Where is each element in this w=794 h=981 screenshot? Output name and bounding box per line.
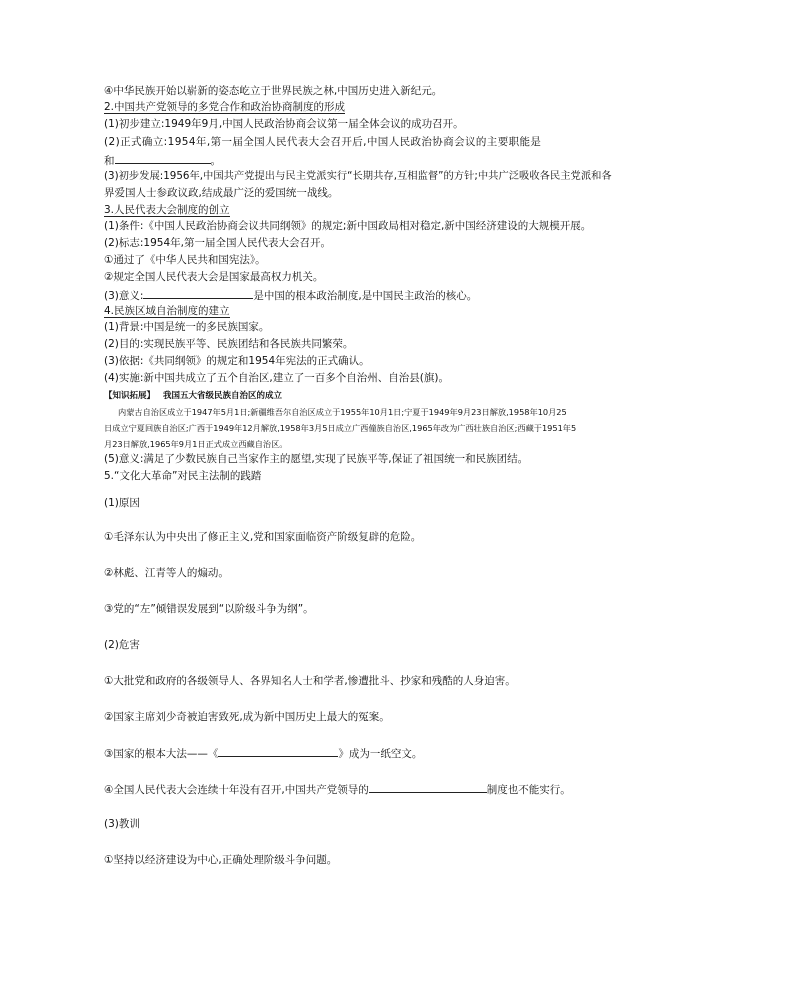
text-line: (2)标志:1954年,第一届全国人民代表大会召开。 [104,237,331,249]
small-text-line: 日成立宁夏回族自治区;广西于1949年12月解放,1958年3月5日成立广西僮族自治区,1965年改为广西壮族自治区;西藏于1951年5 [104,423,577,433]
section-heading: 5.“文化大革命”对民主法制的践踏 [104,470,262,482]
sub-heading: (1)原因 [104,497,140,509]
text-fragment: ④全国人民代表大会连续十年没有召开,中国共产党领导的 [104,784,369,796]
text-line: ①坚持以经济建设为中心,正确处理阶级斗争问题。 [104,854,338,866]
knowledge-expansion-header [104,388,282,403]
text-line: 界爱国人士参政议政,结成最广泛的爱国统一战线。 [104,187,339,199]
text-fragment: 是中国的根本政治制度,是中国民主政治的核心。 [253,290,478,302]
text-line: (3)初步发展:1956年,中国共产党提出与民主党派实行“长期共存,互相监督”的方针;中共广泛吸收各民主党派和各 [104,170,612,182]
text-line: (5)意义:满足了少数民族自己当家作主的愿望,实现了民族平等,保证了祖国统一和民族团结。 [104,453,529,465]
text-line: ①通过了《中华人民共和国宪法》。 [104,254,266,266]
text-line: ②国家主席刘少奇被迫害致死,成为新中国历史上最大的冤案。 [104,711,390,723]
sub-heading: (3)教训 [104,818,140,830]
text-line: (1)背景:中国是统一的多民族国家。 [104,321,270,333]
text-line: (2)目的:实现民族平等、民族团结和各民族共同繁荣。 [104,338,354,350]
heading-text: 3.人民代表大会制度的创立 [104,204,230,216]
text-fragment: 制度也不能实行。 [486,784,571,796]
text-fragment: 和 [104,155,115,167]
section-heading [104,304,230,318]
text-fragment: (3)意义: [104,290,144,302]
expansion-tag: 【知识拓展】 [104,391,156,401]
heading-text: 4.民族区域自治制度的建立 [104,305,230,317]
sub-heading: (2)危害 [104,639,140,651]
expansion-title: 我国五大省级民族自治区的成立 [163,391,283,401]
text-line: (4)实施:新中国共成立了五个自治区,建立了一百多个自治州、自治县(旗)。 [104,372,449,384]
text-line: ①毛泽东认为中央出了修正主义,党和国家面临资产阶级复辟的危险。 [104,531,422,543]
heading-text: 2.中国共产党领导的多党合作和政治协商制度的形成 [104,101,346,113]
fill-in-line [104,287,477,303]
small-text-line: 月23日解放,1965年9月1日正式成立西藏自治区。 [104,439,288,449]
text-fragment: 》成为一纸空文。 [338,748,423,760]
text-fragment: ③国家的根本大法——《 [104,748,219,760]
text-line: ④中华民族开始以崭新的姿态屹立于世界民族之林,中国历史进入新纪元。 [104,85,443,97]
section-heading [104,203,230,217]
text-line: ②规定全国人民代表大会是国家最高权力机关。 [104,271,324,283]
text-line: ③党的“左”倾错误发展到“以阶级斗争为纲”。 [104,603,314,615]
text-line: (1)条件:《中国人民政治协商会议共同纲领》的规定;新中国政局相对稳定,新中国经济建设的大规模开展。 [104,220,592,232]
answer-blank[interactable] [218,745,338,757]
answer-blank[interactable] [369,781,487,793]
text-line: (1)初步建立:1949年9月,中国人民政治协商会议第一届全体会议的成功召开。 [104,118,464,130]
section-heading [104,100,345,114]
fill-in-line [104,745,422,761]
answer-blank[interactable] [143,287,253,299]
fill-in-line [104,152,221,168]
text-line: ①大批党和政府的各级领导人、各界知名人士和学者,惨遭批斗、抄家和残酷的人身迫害。 [104,675,516,687]
text-fragment: 。 [210,155,221,167]
text-line: ②林彪、江青等人的煽动。 [104,567,229,579]
answer-blank[interactable] [115,152,211,164]
small-text-line: 内蒙古自治区成立于1947年5月1日;新疆维吾尔自治区成立于1955年10月1日;宁夏于1949年9月23日解放,1958年10月25 [118,407,567,417]
fill-in-line [104,781,571,797]
text-line: (3)依据:《共同纲领》的规定和1954年宪法的正式确认。 [104,355,370,367]
text-line: (2)正式确立:1954年,第一届全国人民代表大会召开后,中国人民政治协商会议的主要职能是 [104,136,542,148]
